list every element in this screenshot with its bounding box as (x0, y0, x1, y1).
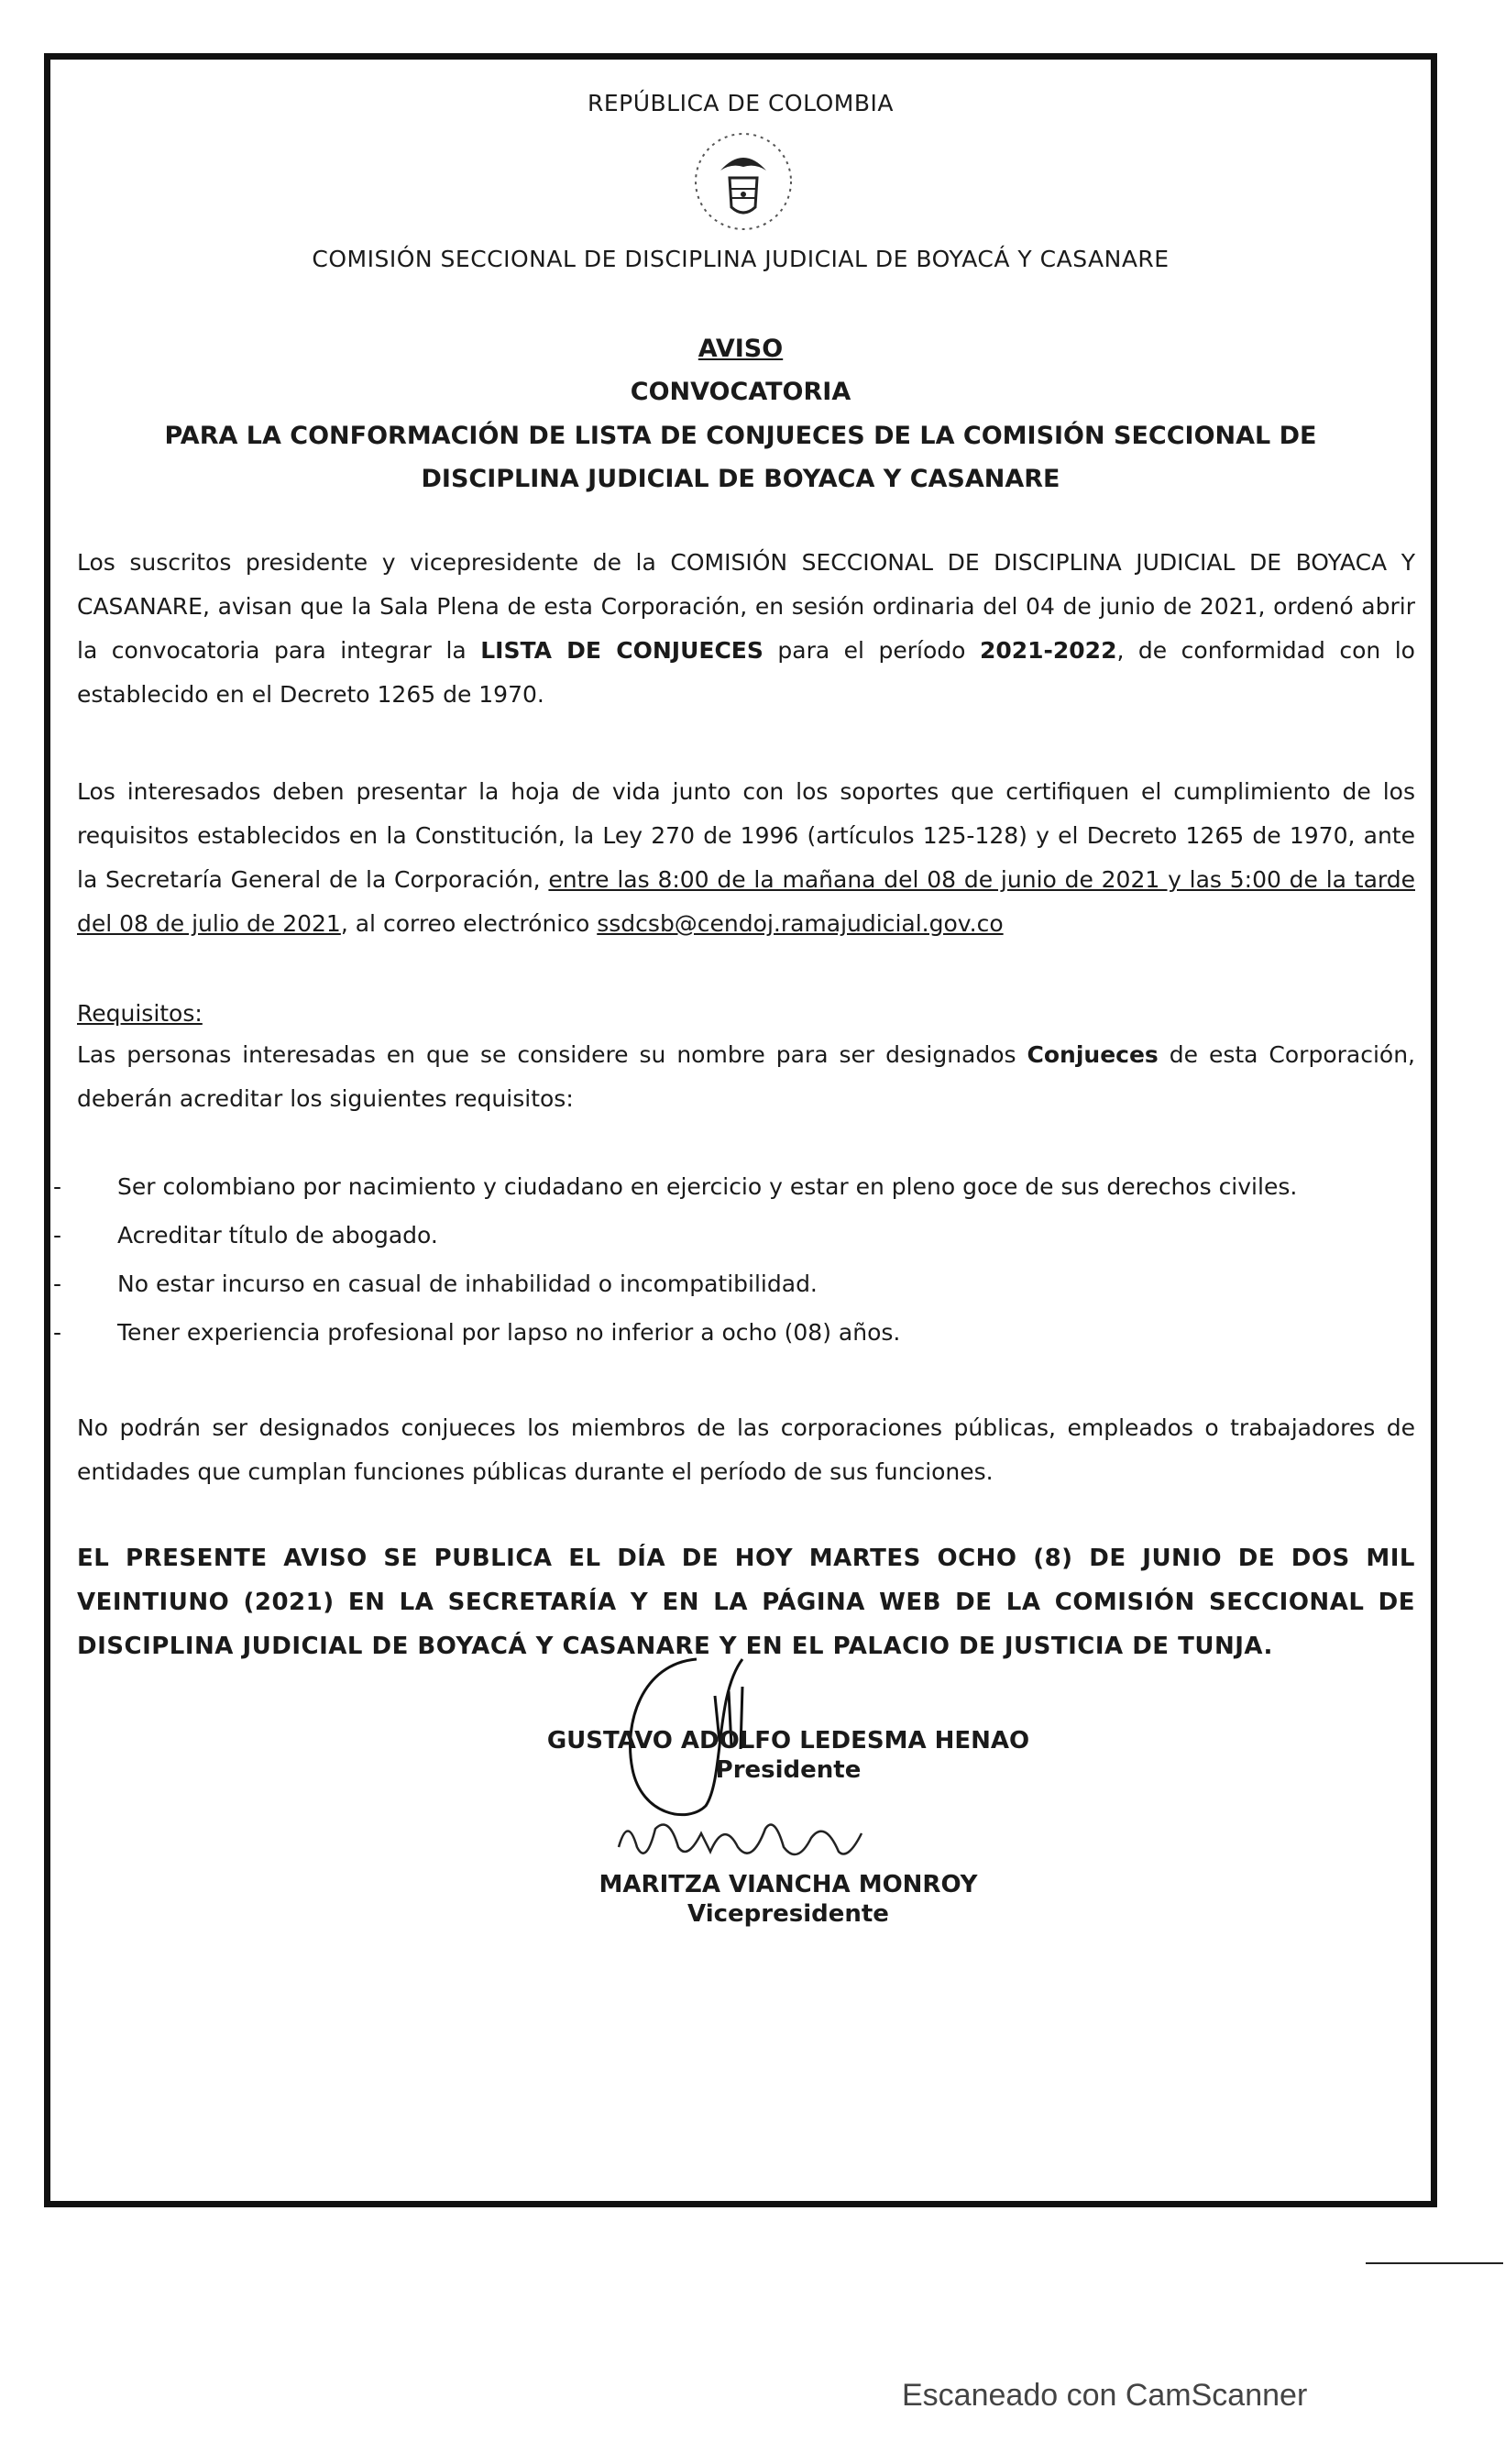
list-item (53, 1211, 1297, 1260)
submission-dates: entre las 8:00 de la mañana del 08 de junio de 2021 y las 5:00 de la tarde del 08 de julio de 2021 (77, 866, 1415, 937)
list-item-text: No estar incurso en casual de inhabilidad o incompatibilidad. (117, 1270, 818, 1297)
list-item-text: Acreditar título de abogado. (117, 1222, 438, 1248)
vicepresident-name: MARITZA VIANCHA MONROY (599, 1871, 978, 1898)
president-name: GUSTAVO ADOLFO LEDESMA HENAO (546, 1727, 1030, 1754)
convocatoria-title: CONVOCATORIA (630, 378, 851, 406)
vicepresident-block (422, 1870, 1155, 1929)
submission-email-link[interactable]: ssdcsb@cendoj.ramajudicial.gov.co (597, 910, 1004, 937)
requisitos-list (53, 1162, 1298, 1357)
president-role: Presidente (715, 1756, 862, 1784)
requisitos-intro-a: Las personas interesadas en que se considere su nombre para ser designados (77, 1041, 1027, 1068)
vicepresident-signature (614, 1810, 871, 1875)
bullet-dash: - (53, 1173, 62, 1200)
submission-text-a: Los interesados deben presentar la hoja de vida junto con los soportes que certifiquen el cumplimiento de los requisitos establecidos en la Constitución, la Ley 270 de 1996 (artículos 125-128) y el Decreto 1265 de 1970, ante la Secretaría General de la Corporación, (77, 778, 1415, 893)
requisitos-intro (77, 1033, 1415, 1121)
period-text: 2021-2022 (979, 637, 1117, 664)
publication-notice: EL PRESENTE AVISO SE PUBLICA EL DÍA DE HOY MARTES OCHO (8) DE JUNIO DE DOS MIL VEINTIUNO (2021) EN LA SECRETARÍA Y EN LA PÁGINA WEB DE LA COMISIÓN SECCIONAL DE DISCIPLINA JUDICIAL DE BOYACÁ Y CASANARE Y EN EL PALACIO DE JUSTICIA DE TUNJA. (77, 1545, 1415, 1660)
requisitos-heading: Requisitos: (77, 1000, 203, 1027)
camscanner-watermark: Escaneado con CamScanner (902, 2378, 1308, 2413)
bullet-dash: - (53, 1270, 62, 1297)
commission-heading: COMISIÓN SECCIONAL DE DISCIPLINA JUDICIAL DE BOYACÁ Y CASANARE (312, 246, 1170, 272)
list-item (53, 1260, 1297, 1308)
intro-text-e: , de conformidad con lo establecido en el Decreto 1265 de 1970. (77, 637, 1415, 708)
requisitos-intro-c: de esta Corporación, deberán acreditar los siguientes requisitos: (77, 1041, 1415, 1112)
submission-text-c: , al correo electrónico (340, 910, 598, 937)
president-block (422, 1726, 1155, 1785)
list-item (53, 1308, 1297, 1357)
intro-text-a: Los suscritos presidente y vicepresidente de la COMISIÓN SECCIONAL DE DISCIPLINA JUDICIAL DE BOYACA Y CASANARE, avisan que la Sala Plena de esta Corporación, en sesión ordinaria del 04 de junio de 2021, ordenó abrir la convocatoria para integrar la (77, 549, 1415, 664)
title-line-2: DISCIPLINA JUDICIAL DE BOYACA Y CASANARE (421, 465, 1060, 493)
intro-paragraph (77, 541, 1415, 717)
exclusion-paragraph: No podrán ser designados conjueces los miembros de las corporaciones públicas, empleados o trabajadores de entidades que cumplan funciones públicas durante el período de sus funciones. (77, 1414, 1415, 1485)
list-item-text: Ser colombiano por nacimiento y ciudadano en ejercicio y estar en pleno goce de sus derechos civiles. (117, 1173, 1298, 1200)
title-line-1: PARA LA CONFORMACIÓN DE LISTA DE CONJUECES DE LA COMISIÓN SECCIONAL DE (164, 422, 1317, 450)
country-heading: REPÚBLICA DE COLOMBIA (587, 90, 895, 116)
list-item-text: Tener experiencia profesional por lapso no inferior a ocho (08) años. (117, 1319, 901, 1346)
coat-of-arms-seal (684, 126, 803, 236)
intro-text-c: para el período (763, 637, 980, 664)
submission-paragraph (77, 770, 1415, 946)
scan-edge-line (1366, 2262, 1503, 2264)
bullet-dash: - (53, 1319, 62, 1346)
lista-conjueces-text: LISTA DE CONJUECES (480, 637, 763, 664)
conjueces-text: Conjueces (1027, 1041, 1159, 1068)
aviso-title: AVISO (698, 335, 784, 363)
list-item (53, 1162, 1298, 1211)
bullet-dash: - (53, 1222, 62, 1248)
vicepresident-role: Vicepresidente (687, 1900, 889, 1928)
